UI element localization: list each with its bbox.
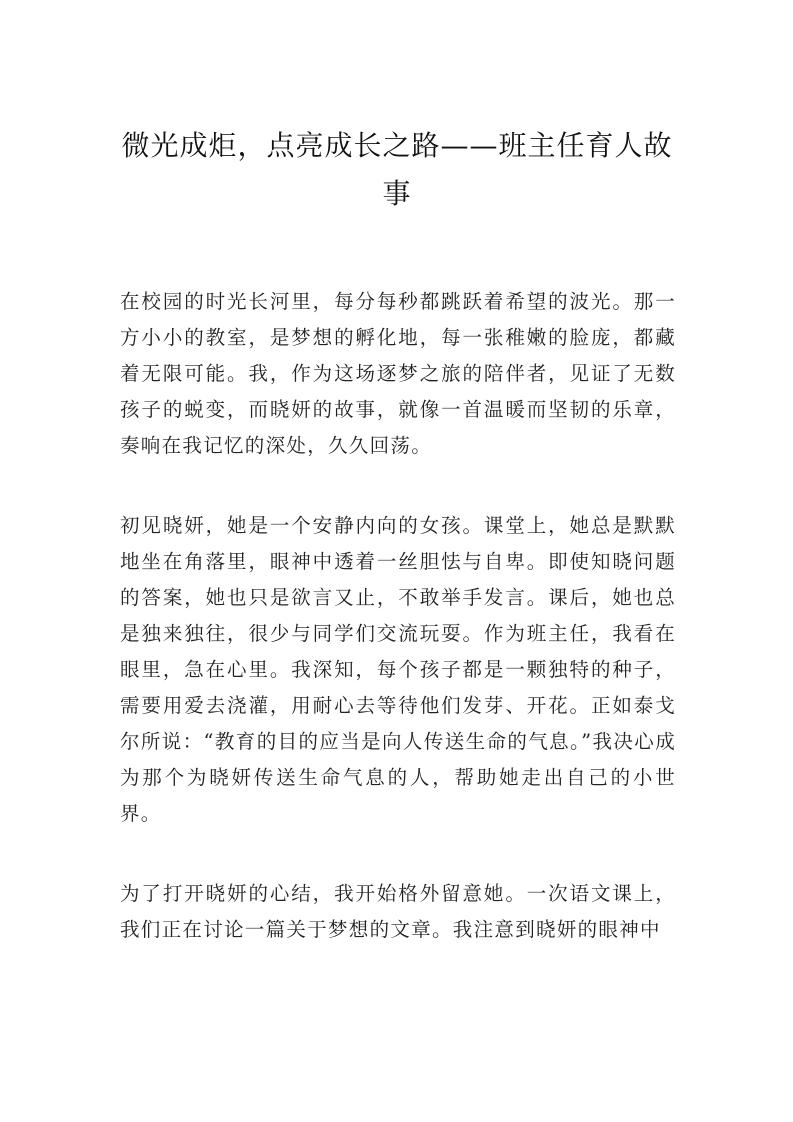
document-title: 微光成炬，点亮成长之路——班主任育人故事 — [121, 129, 673, 210]
paragraph: 初见晓妍，她是一个安静内向的女孩。课堂上，她总是默默地坐在角落里，眼神中透着一丝胆怯与自卑。即使知晓问题的答案，她也只是欲言又止，不敢举手发言。课后，她也总是独来独往，很少与同学们交流玩耍。作为班主任，我看在眼里，急在心里。我深知，每个孩子都是一颗独特的种子，需要用爱去浇灌，用耐心去等待他们发芽、开花。正如泰戈尔所说：“教育的目的应当是向人传送生命的气息。”我决心成为那个为晓妍传送生命气息的人，帮助她走出自己的小世界。 — [120, 514, 676, 825]
paragraph: 在校园的时光长河里，每分每秒都跳跃着希望的波光。那一方小小的教室，是梦想的孵化地，每一张稚嫩的脸庞，都藏着无限可能。我，作为这场逐梦之旅的陪伴者，见证了无数孩子的蜕变，而晓妍的故事，就像一首温暖而坚韧的乐章，奏响在我记忆的深处，久久回荡。 — [120, 290, 676, 457]
paragraph: 为了打开晓妍的心结，我开始格外留意她。一次语文课上，我们正在讨论一篇关于梦想的文章。我注意到晓妍的眼神中 — [120, 882, 676, 941]
document-body — [120, 284, 676, 992]
